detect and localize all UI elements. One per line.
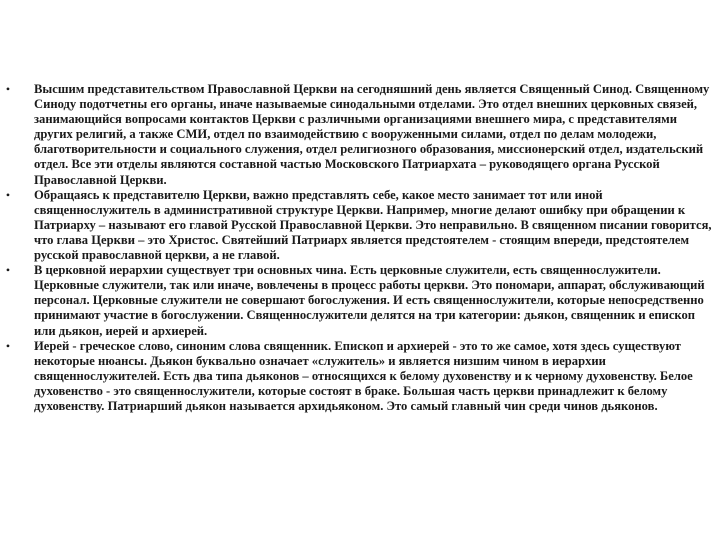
bullet-text: Обращаясь к представителю Церкви, важно представлять себе, какое место занимает тот или иной священнослужитель в административной структуре Церкви. Например, многие делают ошибку при обращении к Патриарху – называют его главой Русской Православной Церкви. Это неправильно. В священном писании говорится, что глава Церкви – это Христос. Святейший Патриарх является предстоятелем - стоящим впереди, предстоятелем русской православной церкви, а не главой. bbox=[34, 187, 712, 263]
bullet-icon: • bbox=[5, 263, 11, 278]
bullet-icon: • bbox=[5, 338, 11, 353]
bullet-item-supreme-body bbox=[5, 82, 716, 188]
bullet-item-priest-deacon bbox=[5, 338, 716, 414]
bullet-item-addressing-clergy bbox=[5, 187, 716, 263]
bullet-text: В церковной иерархии существует три основных чина. Есть церковные служители, есть священнослужители. Церковные служители, так или иначе, вовлечены в процесс работы церкви. Это пономари, аппарат, обслуживающий персонал. Церковные служители не совершают богослужения. И есть священнослужители, которые непосредственно принимают участие в богослужении. Священнослужители делятся на три категории: дьякон, священник и епископ или дьякон, иерей и архиерей. bbox=[34, 263, 705, 338]
bullet-icon: • bbox=[5, 187, 11, 202]
bullet-text: Иерей - греческое слово, синоним слова священник. Епископ и архиерей - это то же самое, хотя здесь существуют некоторые нюансы. Дьякон буквально означает «служитель» и является низшим чином в иерархии священнослужителей. Есть два типа дьяконов – относящихся к белому духовенству и к черному духовенству. Белое духовенство - это священнослужители, которые состоят в браке. Большая часть церкви принадлежит к белому духовенству. Патриарший дьякон называется архидьяконом. Это самый главный чин среди чинов дьяконов. bbox=[34, 338, 693, 413]
bullet-item-hierarchy-ranks bbox=[5, 263, 716, 338]
bullet-list bbox=[5, 82, 716, 414]
bullet-icon: • bbox=[5, 82, 11, 96]
bullet-text: Высшим представительством Православной Церкви на сегодняшний день является Священный Синод. Священному Синоду подотчетны его органы, иначе называемые синодальными отделами. Это отдел внешних церковных связей, занимающийся вопросами контактов Церкви с различными организациями внешнего мира, с представителями других религий, а также СМИ, отдел по взаимодействию с вооруженными силами, отдел по делам молодежи, благотворительности и социального служения, отдел религиозного образования, миссионерский отдел, издательский отдел. Все эти отделы являются составной частью Московского Патриархата – руководящего органа Русской Православной Церкви. bbox=[34, 82, 710, 187]
